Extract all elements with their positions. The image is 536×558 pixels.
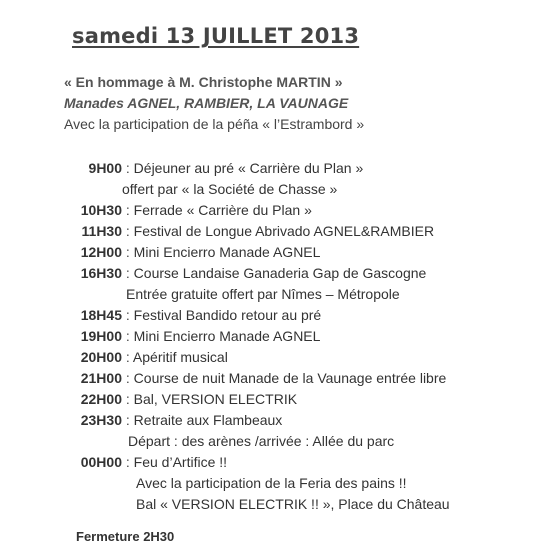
separator: : — [122, 160, 134, 176]
schedule-continuation: Avec la participation de la Feria des pains !! — [136, 475, 407, 491]
schedule — [64, 158, 524, 515]
schedule-desc: Festival de Longue Abrivado AGNEL&RAMBIER — [133, 223, 435, 239]
separator: : — [122, 328, 134, 344]
schedule-desc: Mini Encierro Manade AGNEL — [133, 328, 321, 344]
schedule-time: 16H30 — [80, 265, 122, 281]
schedule-desc: Feu d’Artifice !! — [133, 454, 228, 470]
schedule-row — [64, 221, 524, 242]
schedule-continuation: Départ : des arènes /arrivée : Allée du parc — [128, 433, 395, 449]
schedule-desc: Apéritif musical — [132, 349, 228, 365]
schedule-row — [64, 263, 524, 284]
schedule-continuation: Entrée gratuite offert par Nîmes – Métropole — [126, 286, 400, 302]
separator: : — [122, 244, 134, 260]
event-title: samedi 13 JUILLET 2013 — [72, 24, 360, 48]
schedule-row — [64, 242, 524, 263]
separator: : — [122, 265, 134, 281]
schedule-time: 9H00 — [88, 160, 122, 176]
schedule-time: 00H00 — [80, 454, 122, 470]
schedule-row — [64, 305, 524, 326]
schedule-time: 22H00 — [80, 391, 122, 407]
schedule-row — [64, 326, 524, 347]
schedule-row — [64, 410, 524, 431]
separator: : — [122, 412, 134, 428]
schedule-desc: Course de nuit Manade de la Vaunage entrée libre — [133, 370, 447, 386]
schedule-row — [64, 158, 524, 179]
schedule-time: 19H00 — [80, 328, 122, 344]
schedule-time: 18H45 — [80, 307, 122, 323]
schedule-continuation: offert par « la Société de Chasse » — [122, 181, 338, 197]
schedule-time: 12H00 — [80, 244, 122, 260]
schedule-time: 20H00 — [80, 349, 122, 365]
pena-line: Avec la participation de la péña « l’Estrambord » — [64, 116, 365, 132]
separator: : — [122, 454, 134, 470]
separator: : — [122, 391, 134, 407]
schedule-continuation: Bal « VERSION ELECTRIK !! », Place du Château — [136, 496, 450, 512]
schedule-desc: Bal, VERSION ELECTRIK — [133, 391, 298, 407]
separator: : — [122, 307, 134, 323]
schedule-desc: Mini Encierro Manade AGNEL — [133, 244, 321, 260]
schedule-desc: Déjeuner au pré « Carrière du Plan » — [133, 160, 364, 176]
schedule-time: 23H30 — [80, 412, 122, 428]
schedule-desc: Festival Bandido retour au pré — [133, 307, 322, 323]
schedule-desc: Ferrade « Carrière du Plan » — [133, 202, 312, 218]
manades-line: Manades AGNEL, RAMBIER, LA VAUNAGE — [64, 95, 349, 111]
hommage-line: « En hommage à M. Christophe MARTIN » — [64, 74, 343, 90]
separator: : — [122, 202, 134, 218]
intro-block — [64, 72, 364, 135]
schedule-row — [64, 200, 524, 221]
schedule-time: 21H00 — [80, 370, 122, 386]
schedule-time: 10H30 — [80, 202, 122, 218]
separator: : — [122, 349, 133, 365]
schedule-row — [64, 347, 524, 368]
schedule-row — [64, 368, 524, 389]
schedule-desc: Course Landaise Ganaderia Gap de Gascogne — [133, 265, 427, 281]
schedule-row — [64, 389, 524, 410]
separator: : — [122, 370, 134, 386]
closing-time: Fermeture 2H30 — [76, 529, 175, 544]
schedule-row — [64, 452, 524, 473]
separator: : — [122, 223, 134, 239]
schedule-time: 11H30 — [81, 223, 122, 239]
schedule-desc: Retraite aux Flambeaux — [133, 412, 283, 428]
